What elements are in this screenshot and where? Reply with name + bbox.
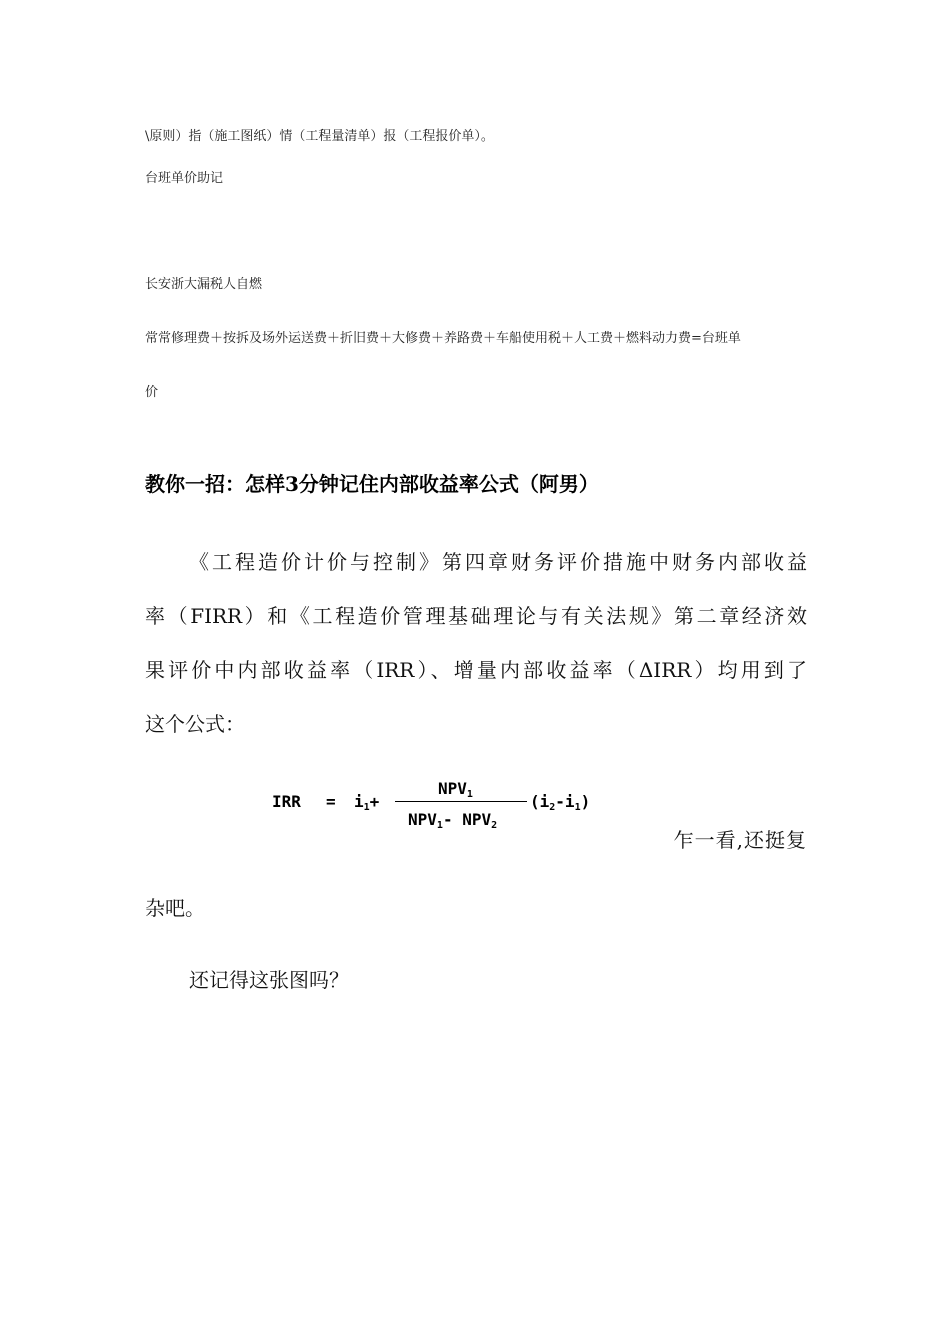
- irr-formula: [272, 775, 612, 845]
- formula-lhs: IRR: [272, 792, 301, 811]
- formula-tail: $(i_2-i_1)$: [530, 792, 591, 813]
- fraction-bar: [395, 801, 527, 802]
- paragraph-line: 《工程造价计价与控制》第四章财务评价措施中财务内部收益: [189, 550, 807, 574]
- formula-denominator: $NPV_1-$ $NPV_2$: [408, 810, 498, 831]
- formula-i1: $i_1+$: [354, 792, 380, 813]
- after-formula-text: 乍一看,还挺复: [673, 828, 807, 852]
- formula-numerator: $NPV_1$: [438, 779, 473, 800]
- after-formula-continuation: 杂吧。: [145, 896, 205, 920]
- paragraph-line: 这个公式：: [145, 712, 245, 736]
- paragraph-question: 还记得这张图吗？: [189, 968, 349, 992]
- note-cost-formula-end: 价: [145, 385, 159, 400]
- note-principle-line: \原则）指（施工图纸）情（工程量清单）报（工程报价单）。: [145, 129, 494, 144]
- paragraph-line: 果评价中内部收益率（IRR）、增量内部收益率（ΔIRR）均用到了: [145, 658, 807, 682]
- paragraph-line: 率（FIRR）和《工程造价管理基础理论与有关法规》第二章经济效: [145, 604, 807, 628]
- note-cost-formula-line: 常常修理费＋按拆及场外运送费＋折旧费＋大修费＋养路费＋车船使用税＋人工费＋燃料动力费=台班单: [145, 331, 741, 346]
- note-mnemonic-title: 台班单价助记: [145, 171, 224, 186]
- article-heading: 教你一招：怎样3分钟记住内部收益率公式（阿男）: [145, 472, 599, 496]
- formula-equals: =: [326, 792, 336, 811]
- note-mnemonic-phrase: 长安浙大漏税人自燃: [145, 277, 263, 292]
